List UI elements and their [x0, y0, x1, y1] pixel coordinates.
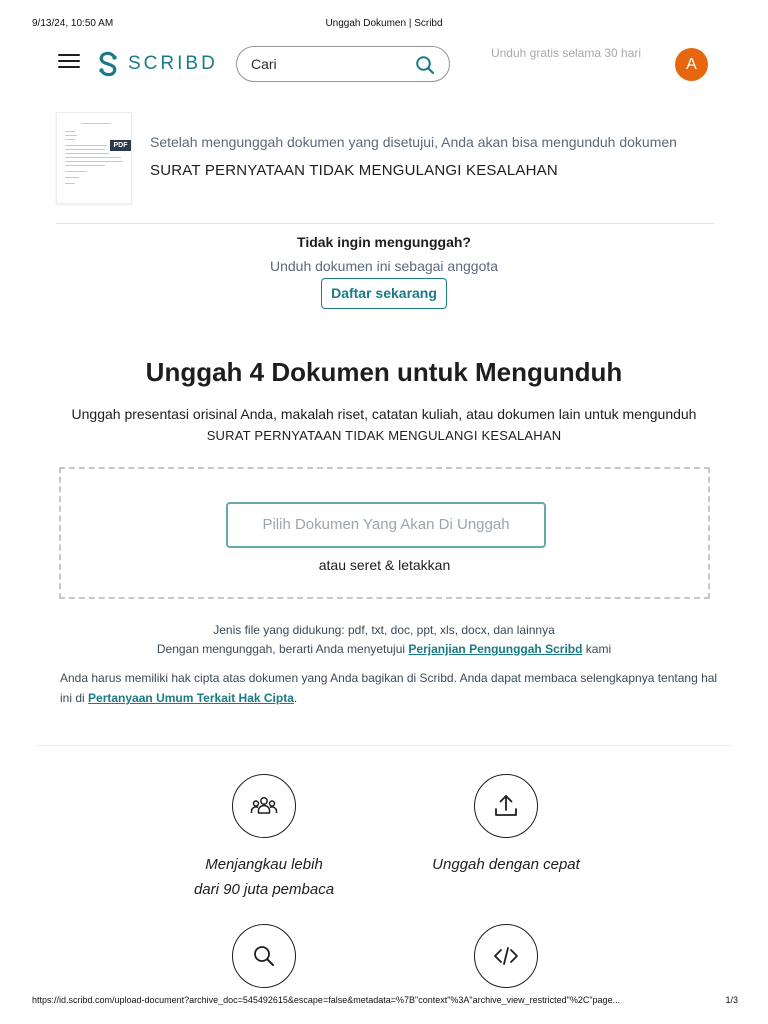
upload-description	[40, 403, 728, 447]
feature-upload-circle	[474, 774, 538, 838]
file-dropzone[interactable]	[59, 467, 710, 599]
print-url: https://id.scribd.com/upload-document?archive_doc=545492615&escape=false&metadata=%7B"context"%3A"archive_view_restricted"%2C"page...	[32, 995, 621, 1005]
feature-search-circle	[232, 924, 296, 988]
feature-upload-line1: Unggah dengan cepat	[432, 856, 580, 873]
print-timestamp: 9/13/24, 10:50 AM	[32, 18, 114, 29]
signup-section	[0, 234, 768, 309]
document-name: SURAT PERNYATAAN TIDAK MENGULANGI KESALAHAN	[150, 162, 558, 179]
agreement-line	[0, 640, 768, 659]
document-thumbnail	[56, 112, 132, 204]
feature-embed-circle	[474, 924, 538, 988]
code-icon	[491, 941, 521, 971]
signup-subtext: Unduh dokumen ini sebagai anggota	[269, 258, 499, 274]
feature-search	[164, 924, 364, 988]
section-divider	[36, 745, 732, 746]
download-note: Setelah mengunggah dokumen yang disetujui, Anda akan bisa mengunduh dokumen	[150, 134, 677, 150]
copyright-end: .	[293, 691, 298, 705]
scribd-logo-icon	[96, 51, 120, 77]
hamburger-menu-icon[interactable]	[58, 54, 80, 72]
feature-reach-line2: dari 90 juta pembaca	[193, 881, 335, 898]
upload-icon	[491, 791, 521, 821]
signup-button[interactable]: Daftar sekarang	[321, 278, 447, 309]
scribd-logo-text: SCRIBD	[128, 53, 218, 74]
pdf-badge: PDF	[110, 140, 131, 151]
scribd-logo[interactable]	[96, 50, 218, 78]
feature-reach	[164, 774, 364, 902]
upload-description-line1: Unggah presentasi orisinal Anda, makalah riset, catatan kuliah, atau dokumen lain untuk mengunduh	[71, 406, 697, 422]
copyright-faq-link[interactable]: Pertanyaan Umum Terkait Hak Cipta	[88, 691, 294, 705]
feature-fast-upload	[406, 774, 606, 877]
user-avatar[interactable]: A	[675, 48, 708, 81]
supported-filetypes	[0, 621, 768, 659]
upload-description-line2: SURAT PERNYATAAN TIDAK MENGULANGI KESALAHAN	[206, 428, 562, 443]
upload-heading: Unggah 4 Dokumen untuk Mengunduh	[145, 357, 623, 387]
print-header	[0, 18, 768, 32]
search-icon[interactable]	[415, 55, 435, 75]
uploader-agreement-link[interactable]: Perjanjian Pengunggah Scribd	[408, 642, 583, 656]
print-page-title: Unggah Dokumen | Scribd	[325, 18, 443, 29]
search-box	[236, 46, 450, 82]
choose-document-button[interactable]: Pilih Dokumen Yang Akan Di Unggah	[226, 502, 546, 548]
drag-drop-hint: atau seret & letakkan	[318, 557, 451, 573]
feature-reach-line1: Menjangkau lebih	[205, 856, 323, 873]
feature-embed	[406, 924, 606, 988]
agreement-suffix: kami	[585, 642, 612, 656]
feature-reach-label	[164, 852, 364, 902]
print-page-number: 1/3	[725, 995, 738, 1005]
copyright-notice	[60, 668, 720, 708]
filetypes-text: Jenis file yang didukung: pdf, txt, doc, ppt, xls, docx, dan lainnya	[213, 623, 555, 637]
document-card	[56, 112, 714, 224]
signup-question: Tidak ingin mengunggah?	[297, 234, 471, 250]
agreement-prefix: Dengan mengunggah, berarti Anda menyetujui	[156, 642, 406, 656]
feature-reach-circle	[232, 774, 296, 838]
copyright-text: Anda harus memiliki hak cipta atas dokumen yang Anda bagikan di Scribd. Anda dapat membaca selengkapnya tentang hal ini di	[60, 671, 718, 705]
feature-upload-label	[406, 852, 606, 877]
top-navigation-bar	[0, 40, 768, 88]
people-icon	[249, 791, 279, 821]
search-icon	[249, 941, 279, 971]
free-trial-link[interactable]: Unduh gratis selama 30 hari	[490, 46, 642, 60]
search-input[interactable]	[251, 54, 411, 74]
